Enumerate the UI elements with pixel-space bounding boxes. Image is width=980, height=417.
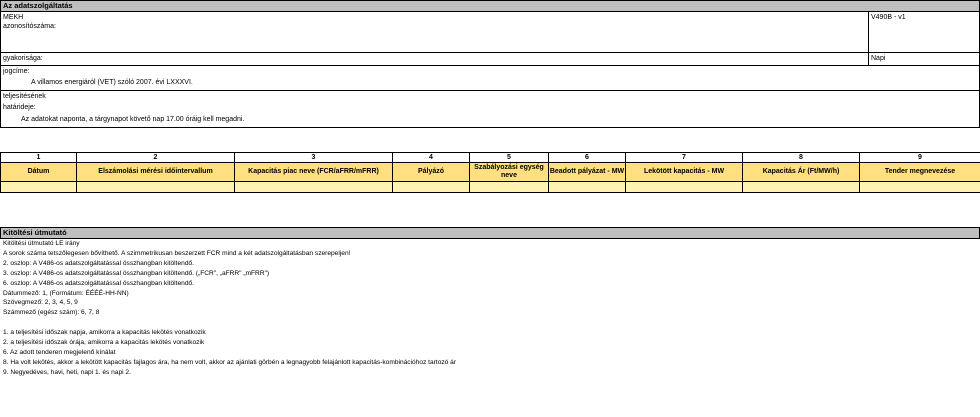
column-number: 6 — [549, 153, 626, 163]
guide-title: Kitöltési útmutató — [0, 227, 980, 239]
guide-line: Szövegmező: 2, 3, 4, 5, 9 — [3, 299, 78, 307]
guide-line: Számmező (egész szám): 6, 7, 8 — [3, 309, 100, 317]
legal-basis-row — [1, 66, 979, 91]
guide-line: 6. oszlop: A V486-os adatszolgáltatással összhangban kitöltendő. — [3, 279, 194, 287]
guide-body — [0, 239, 980, 378]
mekh-label: MEKH — [3, 14, 24, 21]
column-number: 8 — [743, 153, 860, 163]
data-cell[interactable] — [393, 182, 470, 193]
column-number: 7 — [626, 153, 743, 163]
column-header-bidder: Pályázó — [393, 163, 470, 182]
deadline-label-2: határideje: — [3, 104, 36, 111]
guide-line: 2. a teljesítési időszak órája, amikorra a kapacitás lekötés vonatkozik — [3, 339, 205, 347]
guide-line: A sorok száma tetszőlegesen bővíthető. A szimmetrikusan beszerzett FCR mind a két adatszolgáltatásban szerepeljen! — [3, 249, 351, 257]
data-cell[interactable] — [235, 182, 393, 193]
column-header-interval: Elszámolási mérési időintervallum — [77, 163, 235, 182]
column-number: 4 — [393, 153, 470, 163]
divider — [868, 53, 869, 65]
column-number: 2 — [77, 153, 235, 163]
column-number: 9 — [860, 153, 980, 163]
divider — [868, 12, 869, 52]
column-header-submitted: Beadott pályázat - MW — [549, 163, 626, 182]
column-header-price: Kapacitás Ár (Ft/MW/h) — [743, 163, 860, 182]
legal-basis-label: jogcíme: — [3, 68, 30, 75]
column-number-row — [1, 153, 980, 163]
guide-line: 2. oszlop: A V486-os adatszolgáltatással összhangban kitöltendő. — [3, 259, 194, 267]
data-cell[interactable] — [860, 182, 980, 193]
frequency-value: Napi — [871, 55, 886, 62]
deadline-label: teljesítésének — [3, 93, 46, 100]
data-cell[interactable] — [743, 182, 860, 193]
guide-line: 3. oszlop: A V486-os adatszolgáltatással összhangban kitöltendő. („FCR", „aFRR" „mFRR") — [3, 269, 270, 277]
column-number: 1 — [1, 153, 77, 163]
guide-spacer — [0, 318, 980, 328]
column-number: 3 — [235, 153, 393, 163]
frequency-label: gyakorisága: — [3, 55, 43, 62]
data-entry-row — [1, 182, 980, 193]
legal-basis-value: A villamos energiáról (VET) szóló 2007. évi LXXXVI. — [31, 79, 193, 86]
column-header-unit: Szabályozási egység neve — [470, 163, 549, 182]
data-provision-section — [0, 0, 980, 128]
guide-line: Kitöltési útmutató LE irány — [3, 240, 80, 247]
column-header-tender: Tender megnevezése — [860, 163, 980, 182]
data-cell[interactable] — [77, 182, 235, 193]
guide-line: 8. Ha volt lekötés, akkor a lekötött kapacitás fajlagos ára, ha nem volt, akkor az ajánlati görbén a legnagyobb felajánlott kapacitás-kombinációhoz tartozó ár — [3, 358, 457, 366]
data-cell[interactable] — [1, 182, 77, 193]
guide-line: 6. Az adott tenderen megjelenő kínálat — [3, 348, 116, 356]
section-title: Az adatszolgáltatás — [1, 1, 979, 12]
column-header-row — [1, 163, 980, 182]
data-cell[interactable] — [470, 182, 549, 193]
column-header-reserved: Lekötött kapacitás - MW — [626, 163, 743, 182]
capacity-data-table — [0, 152, 980, 193]
deadline-value: Az adatokat naponta, a tárgynapot követő nap 17.00 óráig kell megadni. — [21, 116, 245, 123]
mekh-id-value: V490B - v1 — [871, 14, 906, 21]
guide-line: 1. a teljesítési időszak napja, amikorra a kapacitás lekötés vonatkozik — [3, 329, 206, 337]
deadline-row — [1, 91, 979, 128]
guide-line: 9. Negyedéves, havi, heti, napi 1. és napi 2. — [3, 368, 131, 376]
column-header-date: Dátum — [1, 163, 77, 182]
fill-guide-section — [0, 227, 980, 378]
guide-line: Dátummező: 1, (Formátum: ÉÉÉÉ-HH-NN) — [3, 289, 129, 297]
data-cell[interactable] — [549, 182, 626, 193]
column-header-market: Kapacitás piac neve (FCR/aFRR/mFRR) — [235, 163, 393, 182]
frequency-row — [1, 53, 979, 66]
mekh-id-row — [1, 12, 979, 53]
column-number: 5 — [470, 153, 549, 163]
mekh-id-label: azonosítószáma: — [3, 23, 56, 30]
data-cell[interactable] — [626, 182, 743, 193]
